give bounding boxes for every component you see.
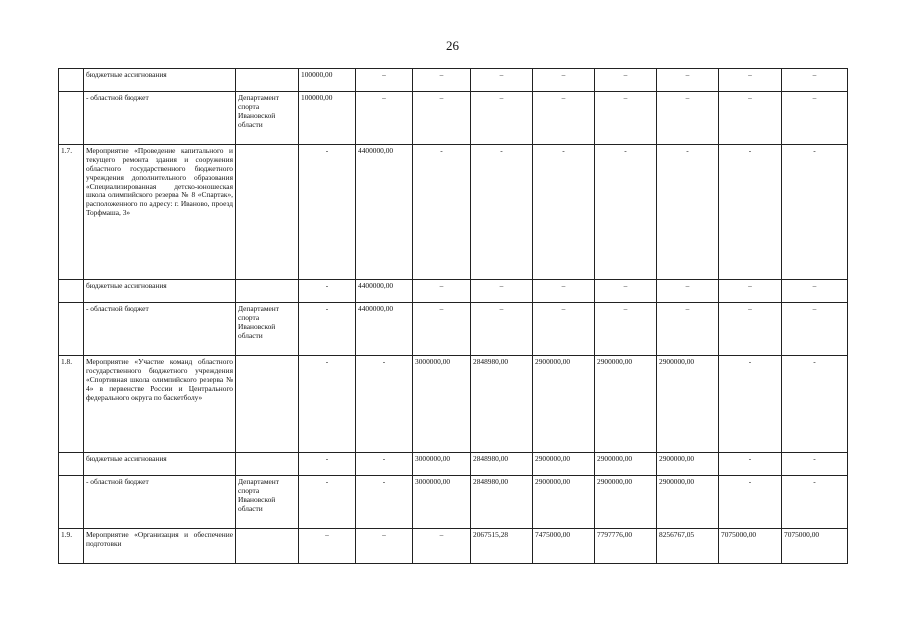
row-department-cell [236,69,299,92]
value-cell: - [356,356,413,453]
value-cell: – [471,280,533,303]
row-name-cell: - областной бюджет [84,303,236,356]
value-cell: - [299,145,356,280]
value-cell: - [356,453,413,476]
row-index-cell [59,69,84,92]
value-cell: - [719,145,782,280]
value-cell: – [413,529,471,564]
value-cell: - [595,145,657,280]
value-cell: – [533,280,595,303]
value-cell: – [595,280,657,303]
row-name-cell: бюджетные ассигнования [84,69,236,92]
value-cell: – [356,529,413,564]
value-cell: 4400000,00 [356,303,413,356]
value-cell: 7475000,00 [533,529,595,564]
value-cell: – [657,69,719,92]
row-index-cell [59,453,84,476]
value-cell: - [299,356,356,453]
value-cell: 4400000,00 [356,280,413,303]
row-index-cell [59,476,84,529]
value-cell: - [299,476,356,529]
row-department-cell: Департамент спорта Ивановской области [236,476,299,529]
table-row [59,92,848,145]
value-cell: – [413,280,471,303]
value-cell: – [782,69,848,92]
value-cell: - [533,145,595,280]
value-cell: 7075000,00 [782,529,848,564]
value-cell: - [782,476,848,529]
value-cell: - [299,303,356,356]
value-cell: – [471,92,533,145]
row-department-cell [236,280,299,303]
value-cell: 2900000,00 [657,476,719,529]
value-cell: – [719,69,782,92]
value-cell: 3000000,00 [413,356,471,453]
table-row [59,69,848,92]
row-department-cell [236,453,299,476]
value-cell: - [299,453,356,476]
value-cell: 2900000,00 [533,476,595,529]
value-cell: – [471,69,533,92]
row-department-cell [236,356,299,453]
row-department-cell [236,145,299,280]
value-cell: 3000000,00 [413,476,471,529]
value-cell: 100000,00 [299,92,356,145]
value-cell: 7075000,00 [719,529,782,564]
value-cell: 2900000,00 [595,356,657,453]
value-cell: 100000,00 [299,69,356,92]
value-cell: – [719,92,782,145]
value-cell: – [471,303,533,356]
value-cell: – [356,92,413,145]
value-cell: – [299,529,356,564]
table-row [59,476,848,529]
row-index-cell [59,280,84,303]
value-cell: 2848980,00 [471,356,533,453]
table-row [59,356,848,453]
row-department-cell: Департамент спорта Ивановской области [236,303,299,356]
table-row [59,280,848,303]
value-cell: 4400000,00 [356,145,413,280]
table-row [59,453,848,476]
value-cell: - [413,145,471,280]
value-cell: – [595,92,657,145]
value-cell: 2900000,00 [657,356,719,453]
row-name-cell: бюджетные ассигнования [84,280,236,303]
value-cell: – [533,303,595,356]
value-cell: – [356,69,413,92]
value-cell: 2067515,28 [471,529,533,564]
row-index-cell [59,303,84,356]
value-cell: – [533,69,595,92]
row-name-cell: Мероприятие «Организация и обеспечение подготовки [84,529,236,564]
table-row [59,145,848,280]
value-cell: - [719,476,782,529]
value-cell: - [356,476,413,529]
row-index-cell: 1.7. [59,145,84,280]
value-cell: – [533,92,595,145]
value-cell: - [719,453,782,476]
table-row [59,303,848,356]
budget-table [58,68,848,564]
value-cell: – [719,303,782,356]
value-cell: – [413,303,471,356]
value-cell: - [471,145,533,280]
table-body [59,69,848,564]
value-cell: – [657,92,719,145]
row-department-cell: Департамент спорта Ивановской области [236,92,299,145]
row-name-cell: Мероприятие «Участие команд областного государственного бюджетного учреждения «Спортивная школа олимпийского резерва № 4» в первенстве России и Центрального федерального округа по баскетболу» [84,356,236,453]
row-index-cell [59,92,84,145]
value-cell: - [782,453,848,476]
value-cell: – [782,92,848,145]
table-row [59,529,848,564]
value-cell: 2900000,00 [595,476,657,529]
value-cell: – [782,280,848,303]
value-cell: 2900000,00 [657,453,719,476]
value-cell: 2848980,00 [471,453,533,476]
page-number: 26 [446,38,459,53]
value-cell: – [413,92,471,145]
row-index-cell: 1.9. [59,529,84,564]
value-cell: – [657,280,719,303]
value-cell: 2900000,00 [533,356,595,453]
row-name-cell: Мероприятие «Проведение капитального и текущего ремонта здания и сооружения областного государственного бюджетного учреждения дополнительного образования «Специализированная детско-юношеская школа олимпийского резерва № 8 «Спартак», расположенного по адресу: г. Иваново, проезд Торфмаша, 3» [84,145,236,280]
value-cell: - [782,145,848,280]
value-cell: 2848980,00 [471,476,533,529]
value-cell: – [595,69,657,92]
value-cell: – [782,303,848,356]
value-cell: – [657,303,719,356]
value-cell: 7797776,00 [595,529,657,564]
row-index-cell: 1.8. [59,356,84,453]
row-name-cell: - областной бюджет [84,476,236,529]
row-name-cell: - областной бюджет [84,92,236,145]
value-cell: - [657,145,719,280]
value-cell: 8256767,05 [657,529,719,564]
value-cell: 2900000,00 [595,453,657,476]
value-cell: - [782,356,848,453]
value-cell: 2900000,00 [533,453,595,476]
value-cell: - [299,280,356,303]
row-name-cell: бюджетные ассигнования [84,453,236,476]
value-cell: - [719,356,782,453]
row-department-cell [236,529,299,564]
value-cell: 3000000,00 [413,453,471,476]
value-cell: – [595,303,657,356]
value-cell: – [719,280,782,303]
value-cell: – [413,69,471,92]
